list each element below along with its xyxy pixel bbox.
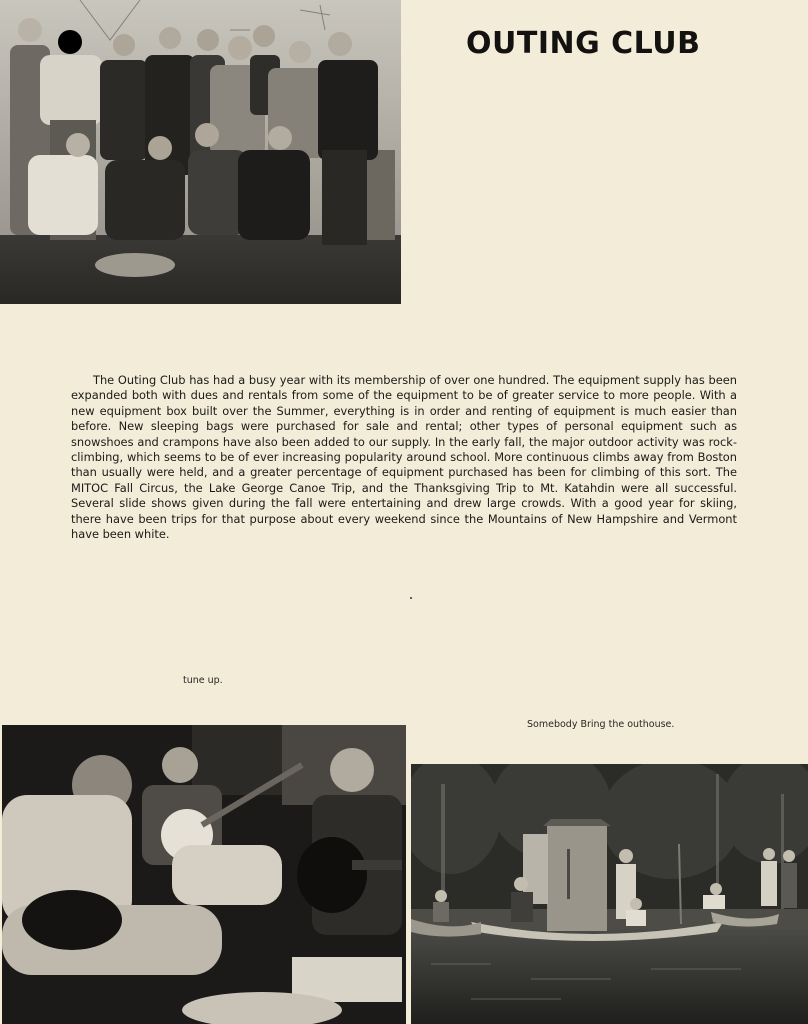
caption-tune-up: tune up. <box>183 675 223 686</box>
caption-outhouse: Somebody Bring the outhouse. <box>527 719 675 730</box>
page-title: OUTING CLUB <box>466 26 701 61</box>
article-body: The Outing Club has had a busy year with its membership of over one hundred. The equipment supply has been expanded both with dues and rentals from some of the equipment to be of greater service to more people. With a new equipment box built over the Summer, everything is in order and renting of equipment is much easier than before. New sleeping bags were purchased for sale and rental; other types of personal equipment such as snowshoes and crampons have also been added to our supply. In the early fall, the major outdoor activity was rock-climbing, which seems to be of ever increasing popularity around school. More continuous climbs away from Boston than usually were held, and a greater percentage of equipment purchased has been for climbing of this sort. The MITOC Fall Circus, the Lake George Canoe Trip, and the Thanksgiving Trip to Mt. Katahdin were all successful. Several slide shows given during the fall were entertaining and drew large crowds. With a good year for skiing, there have been trips for that purpose about every weekend since the Mountains of New Hampshire and Vermont have been white. <box>71 373 737 542</box>
canoe-photo <box>411 764 808 1024</box>
page-mark <box>410 597 412 599</box>
musicians-photo <box>2 725 406 1024</box>
group-photo <box>0 0 401 304</box>
